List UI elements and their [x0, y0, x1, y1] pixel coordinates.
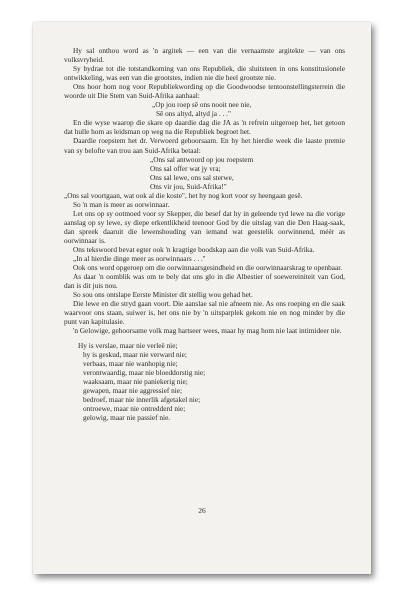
verse-line: ontroewe, maar nie ontredderd nie;	[83, 403, 186, 413]
paragraph: Sy bydrae tot die totstandkoming van ons Republiek, die sluitsteen in ons konstitusionele ontwikkeling, was een van die grootstes, indien nie die heel grootste nie.	[64, 64, 345, 83]
verse-line: bedroef, maar nie innerlik afgetakel nie;	[83, 394, 201, 404]
paragraph: 'n Gelowige, gehoorsame volk mag hartseer wees, maar hy mag hom nie laat intimideer nie.	[73, 326, 342, 336]
verse-line: hy is geskud, maar nie verward nie;	[83, 349, 187, 359]
verse-line: Hy is verslae, maar nie verleë nie;	[78, 340, 178, 350]
verse-line: Ons sal lewe, ons sal sterwe,	[150, 172, 234, 182]
page-number: 26	[198, 506, 206, 515]
paragraph: So 'n man is meer as oorwinnaar.	[73, 199, 170, 209]
paragraph: So sou ons ontslape Eerste Minister dit stellig wou gehad het.	[73, 290, 253, 300]
verse-line: verontwaardig, maar nie bloeddorstig nie;	[83, 367, 206, 377]
verse-line: verbaas, maar nie wanhopig nie;	[83, 358, 178, 368]
paragraph: Let ons op sy ootmoed voor sy Skepper, die besef dat hy in geleende tyd lewe na die vorige aanslag op sy lewe, sy diepe erkentlikheid teenoor God by die uitslag van die Den Haag-saak, dan spreek daaruit die lewenshouding van iemand wat geestelik oorwinnend, méér as oorwinnaar is.	[64, 208, 345, 245]
verse-line: Ons sal offer wat jy vra;	[150, 163, 221, 173]
page-body	[64, 46, 345, 422]
book-page	[33, 22, 371, 574]
verse-line: Ons vir jou, Suid-Afrika!"	[150, 181, 227, 191]
verse-line: gewapen, maar nie aggressief nie;	[83, 385, 183, 395]
paragraph: „Ons sal voortgaan, wat ook al die koste", het hy nog kort voor sy heengaan gesê.	[64, 190, 303, 200]
paragraph: Ook ons word opgeroep om die oorwinnaarsgesindheid en die oorwinnaarskrag te openbaar.	[73, 263, 343, 273]
anthem-quote	[64, 155, 345, 191]
paragraph: Ons tekswoord bevat egter ook 'n kragtige boodskap aan die volk van Suid-Afrika.	[73, 245, 315, 255]
paragraph: Ons hoor hom nog voor Republiekwording op die Goodwoodse tentoonstellingsterrein die woorde uit Die Stem van Suid-Afrika aanhaal:	[64, 82, 345, 101]
paragraph: Daardie roepstem het dr. Verwoerd gehoorsaam. En hy het hierdie week die laaste premie van sy belofte van trou aan Suid-Afrika betaal:	[64, 136, 345, 155]
verse-line: Sê ons altyd, altyd ja . . ."	[156, 109, 231, 119]
paragraph: Die lewe en die stryd gaan voort. Die aanslae sal nie afneem nie. As ons roeping en die saak waarvoor ons staan, suiwer is, het ons nie by 'n uitsparplek gekom nie en nog minder by die punt van kapitulasie.	[64, 299, 345, 327]
paragraph: As daar 'n oomblik was om te bely dat ons glo in die Albestier of soewereiniteit van God, dan is dit juis nou.	[64, 272, 345, 291]
verse-line: waaksaam, maar nie paniekerig nie;	[83, 376, 188, 386]
verse-line: „Op jou roep sê ons nooit nee nie,	[152, 100, 252, 110]
paragraph: En die wyse waarop die skare op daardie dag die JA as 'n refrein uitgeroep het, het getoon dat hulle hom as leidsman op weg na die Republiek begroet het.	[64, 118, 345, 137]
anthem-quote	[64, 100, 345, 118]
poem-block	[64, 341, 345, 422]
verse-line: „Ons sal antwoord op jou roepstem	[150, 154, 254, 164]
verse-line: gelowig, maar nie passief nie.	[83, 412, 171, 422]
paragraph: „In al hierdie dinge meer as oorwinnaars . . ."	[73, 254, 206, 264]
paragraph: Hy sal onthou word as 'n argitek — een van die vernaamste argitekte — van ons volksvryheid.	[64, 46, 345, 65]
